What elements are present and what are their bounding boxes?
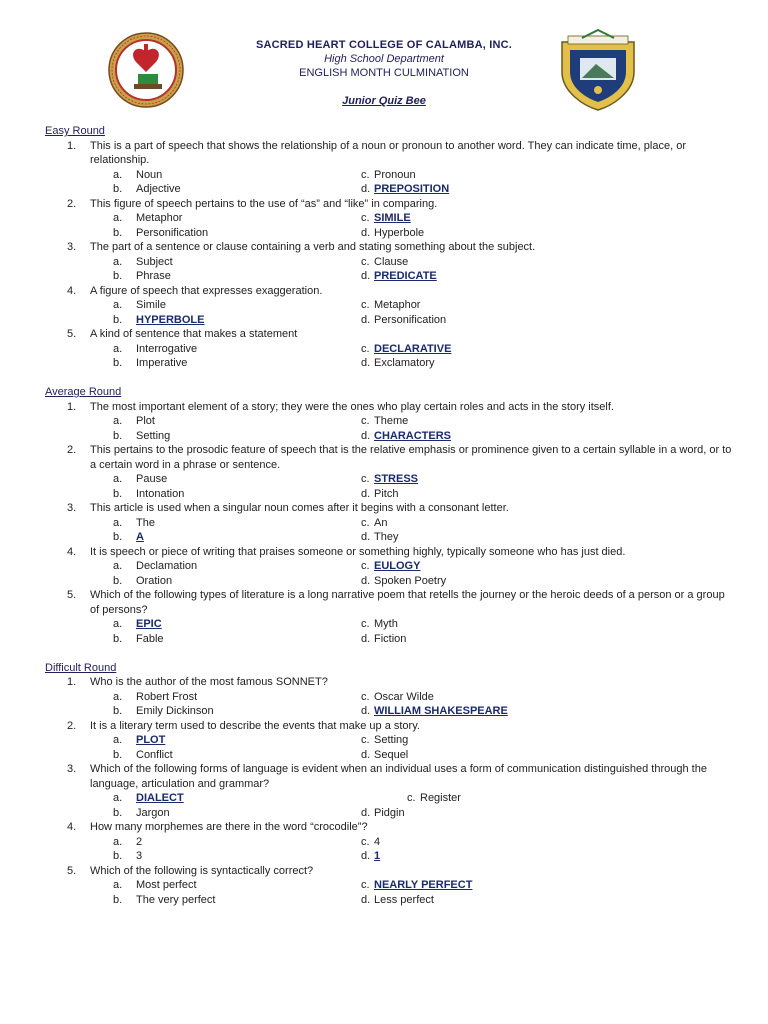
option-c [361, 690, 434, 705]
option-letter: d. [361, 806, 371, 819]
option-text: Robert Frost [136, 690, 198, 703]
option-letter: b. [113, 429, 123, 442]
question [45, 240, 735, 255]
option-text: Hyperbole [374, 226, 425, 239]
option-row [45, 472, 735, 487]
option-c [361, 255, 408, 270]
option-letter: a. [113, 168, 123, 181]
question-number: 5. [67, 328, 77, 340]
correct-answer: DECLARATIVE [374, 342, 452, 355]
option-d [361, 530, 398, 545]
option-letter: b. [113, 748, 123, 761]
option-row [45, 226, 735, 241]
option-d [361, 574, 446, 589]
option-letter: d. [361, 226, 371, 239]
question-number: 4. [67, 284, 77, 297]
option-letter: a. [113, 473, 123, 485]
option-letter: c. [361, 734, 370, 746]
option-d [361, 748, 408, 763]
option-text: Jargon [136, 806, 170, 819]
option-text: They [374, 531, 399, 543]
option-row [45, 791, 735, 806]
option-text: Subject [136, 255, 173, 268]
correct-answer: EPIC [136, 618, 162, 630]
option-text: An [374, 516, 388, 529]
correct-answer: EULOGY [374, 560, 421, 572]
option-letter: a. [113, 618, 123, 630]
option-c [361, 414, 408, 429]
option-row [45, 356, 735, 371]
option-letter: a. [113, 560, 123, 572]
question [45, 719, 735, 734]
option-text: Simile [136, 299, 166, 311]
option-d [361, 182, 449, 197]
option-letter: a. [113, 792, 123, 804]
option-a [113, 690, 197, 705]
question-text: The part of a sentence or clause containing a verb and stating something about the subject. [90, 241, 536, 253]
question-number: 2. [67, 719, 77, 732]
option-b [113, 182, 181, 197]
option-letter: a. [113, 879, 123, 891]
option-a [113, 791, 184, 806]
option-letter: d. [361, 748, 371, 761]
question-text: Who is the author of the most famous SONNET? [90, 676, 328, 688]
option-c [361, 835, 380, 850]
option-text: Personification [374, 313, 447, 326]
option-text: Plot [136, 415, 155, 427]
option-letter: b. [113, 574, 123, 587]
option-a [113, 559, 197, 574]
correct-answer: PLOT [136, 734, 166, 746]
round-section [45, 124, 735, 371]
correct-answer: PREDICATE [374, 270, 437, 282]
question [45, 139, 735, 168]
option-row [45, 617, 735, 632]
department-name: High School Department [324, 53, 444, 65]
round-section [45, 385, 735, 646]
option-row [45, 487, 735, 502]
option-row [45, 733, 735, 748]
option-letter: a. [113, 342, 123, 355]
option-text: Metaphor [136, 212, 183, 224]
option-letter: d. [361, 893, 371, 906]
correct-answer: HYPERBOLE [136, 313, 205, 326]
option-letter: d. [361, 632, 371, 645]
option-row [45, 168, 735, 183]
document-header [0, 38, 768, 108]
option-text: Oration [136, 574, 173, 587]
option-text: Adjective [136, 183, 181, 195]
option-letter: c. [361, 835, 370, 848]
option-b [113, 748, 173, 763]
option-text: Intonation [136, 487, 185, 500]
option-row [45, 748, 735, 763]
option-a [113, 835, 142, 850]
option-d [361, 849, 380, 864]
option-letter: b. [113, 806, 123, 819]
option-letter: c. [361, 212, 370, 224]
option-a [113, 733, 165, 748]
question-text: How many morphemes are there in the word “crocodile”? [90, 821, 368, 833]
option-row [45, 690, 735, 705]
option-letter: c. [361, 560, 370, 572]
option-b [113, 704, 214, 719]
option-letter: d. [361, 850, 371, 862]
correct-answer: CHARACTERS [374, 429, 451, 442]
round-section [45, 661, 735, 908]
question [45, 820, 735, 835]
option-row [45, 182, 735, 197]
option-text: The [136, 516, 155, 529]
option-letter: c. [361, 415, 370, 427]
option-letter: a. [113, 415, 123, 427]
correct-answer: WILLIAM SHAKESPEARE [374, 705, 508, 717]
option-b [113, 356, 187, 371]
question-text: A kind of sentence that makes a statement [90, 328, 298, 340]
option-b [113, 226, 208, 241]
question [45, 588, 735, 617]
option-d [361, 704, 508, 719]
option-a [113, 617, 162, 632]
option-letter: b. [113, 357, 123, 369]
option-text: Conflict [136, 748, 173, 761]
option-letter: a. [113, 212, 123, 224]
option-text: Spoken Poetry [374, 574, 447, 587]
question-text: A figure of speech that expresses exaggeration. [90, 284, 323, 297]
question-number: 4. [67, 545, 77, 558]
question-number: 1. [67, 676, 77, 688]
option-b [113, 530, 144, 545]
option-c [361, 342, 451, 357]
option-letter: c. [361, 473, 370, 485]
option-row [45, 211, 735, 226]
question-number: 3. [67, 763, 77, 775]
option-b [113, 574, 172, 589]
option-letter: c. [361, 168, 370, 181]
option-b [113, 849, 142, 864]
option-row [45, 878, 735, 893]
option-row [45, 574, 735, 589]
option-letter: b. [113, 705, 123, 717]
option-letter: c. [361, 516, 370, 529]
question-text: Which of the following forms of language is evident when an individual uses a form of communication distinguished through the language, articulation and grammar? [90, 763, 707, 790]
option-c [361, 472, 418, 487]
option-d [361, 893, 434, 908]
quiz-title: Junior Quiz Bee [342, 95, 426, 107]
option-c [361, 559, 420, 574]
option-letter: a. [113, 255, 123, 268]
option-letter: c. [407, 792, 416, 804]
correct-answer: STRESS [374, 473, 419, 485]
option-letter: d. [361, 574, 371, 587]
option-b [113, 893, 215, 908]
question-text: This pertains to the prosodic feature of speech that is the relative emphasis or prominence given to a certain syllable in a word, or to a certain word in a phrase or sentence. [90, 444, 732, 471]
option-letter: d. [361, 313, 371, 326]
option-letter: c. [361, 690, 370, 703]
option-row [45, 313, 735, 328]
option-d [361, 429, 451, 444]
option-text: 2 [136, 835, 143, 848]
option-text: Fable [136, 632, 164, 645]
event-name: ENGLISH MONTH CULMINATION [299, 67, 469, 79]
option-letter: a. [113, 690, 123, 703]
option-letter: b. [113, 270, 123, 282]
option-letter: b. [113, 632, 123, 645]
option-letter: c. [361, 299, 370, 311]
option-text: Clause [374, 255, 409, 268]
option-text: Pitch [374, 487, 399, 500]
option-letter: c. [361, 618, 370, 630]
question-number: 2. [67, 444, 77, 456]
option-text: Exclamatory [374, 357, 435, 369]
option-text: Pause [136, 473, 168, 485]
option-text: Register [420, 792, 461, 804]
option-letter: d. [361, 270, 371, 282]
option-c [361, 516, 387, 531]
question-number: 2. [67, 197, 77, 210]
option-c [361, 878, 472, 893]
question [45, 197, 735, 212]
option-c [361, 617, 398, 632]
option-text: The very perfect [136, 893, 216, 906]
option-row [45, 806, 735, 821]
option-row [45, 342, 735, 357]
question-text: This article is used when a singular noun comes after it begins with a consonant letter. [90, 502, 509, 514]
option-text: Metaphor [374, 299, 421, 311]
option-a [113, 878, 197, 893]
option-letter: d. [361, 531, 371, 543]
correct-answer: PREPOSITION [374, 183, 450, 195]
question-number: 5. [67, 864, 77, 877]
question [45, 545, 735, 560]
option-d [361, 269, 437, 284]
option-letter: b. [113, 893, 123, 906]
question-text: It is speech or piece of writing that praises someone or something highly, typically someone who has just died. [90, 545, 626, 558]
option-text: Phrase [136, 270, 171, 282]
option-letter: c. [361, 879, 370, 891]
option-letter: d. [361, 487, 371, 500]
option-text: Personification [136, 226, 209, 239]
question [45, 501, 735, 516]
option-b [113, 313, 204, 328]
correct-answer: DIALECT [136, 792, 184, 804]
option-text: Imperative [136, 357, 188, 369]
option-letter: a. [113, 299, 123, 311]
option-row [45, 849, 735, 864]
option-text: Most perfect [136, 879, 197, 891]
option-a [113, 342, 197, 357]
option-c [407, 791, 461, 806]
option-a [113, 516, 155, 531]
quiz-content [45, 124, 735, 922]
correct-answer: SIMILE [374, 212, 411, 224]
option-text: Setting [374, 734, 409, 746]
option-b [113, 632, 164, 647]
question [45, 443, 735, 472]
school-name: SACRED HEART COLLEGE OF CALAMBA, INC. [255, 39, 513, 51]
option-d [361, 313, 446, 328]
option-letter: b. [113, 531, 123, 543]
option-row [45, 298, 735, 313]
option-row [45, 835, 735, 850]
option-letter: d. [361, 357, 371, 369]
option-a [113, 211, 182, 226]
option-letter: b. [113, 487, 123, 500]
option-b [113, 269, 171, 284]
question-number: 5. [67, 589, 77, 601]
option-a [113, 255, 173, 270]
option-letter: b. [113, 226, 123, 239]
round-title: Average Round [45, 386, 122, 398]
option-c [361, 168, 416, 183]
question-text: This figure of speech pertains to the use of “as” and “like” in comparing. [90, 197, 438, 210]
question [45, 762, 735, 791]
question-number: 1. [67, 139, 77, 152]
option-text: Emily Dickinson [136, 705, 214, 717]
option-text: Oscar Wilde [374, 690, 434, 703]
option-letter: a. [113, 516, 123, 529]
question [45, 327, 735, 342]
option-d [361, 806, 405, 821]
option-b [113, 429, 170, 444]
question-number: 1. [67, 400, 77, 413]
option-b [113, 487, 184, 502]
option-letter: d. [361, 705, 371, 717]
option-text: 3 [136, 850, 143, 862]
option-letter: d. [361, 429, 371, 442]
option-d [361, 632, 406, 647]
option-text: Pidgin [374, 806, 405, 819]
option-text: Noun [136, 168, 163, 181]
option-letter: b. [113, 313, 123, 326]
option-text: Myth [374, 618, 398, 630]
option-c [361, 733, 408, 748]
option-d [361, 487, 398, 502]
option-letter: c. [361, 255, 370, 268]
question [45, 675, 735, 690]
option-row [45, 255, 735, 270]
correct-answer: A [136, 531, 144, 543]
option-c [361, 298, 420, 313]
option-row [45, 429, 735, 444]
option-text: 4 [374, 835, 381, 848]
question-number: 4. [67, 821, 77, 833]
option-b [113, 806, 170, 821]
option-row [45, 893, 735, 908]
option-text: Sequel [374, 748, 409, 761]
option-d [361, 226, 424, 241]
option-text: Interrogative [136, 342, 198, 355]
option-letter: a. [113, 835, 123, 848]
question-number: 3. [67, 241, 77, 253]
option-a [113, 472, 167, 487]
option-row [45, 269, 735, 284]
option-row [45, 704, 735, 719]
question-text: The most important element of a story; they were the ones who play certain roles and acts in the story itself. [90, 400, 614, 413]
option-row [45, 632, 735, 647]
question [45, 400, 735, 415]
correct-answer: NEARLY PERFECT [374, 879, 473, 891]
option-text: Fiction [374, 632, 407, 645]
option-row [45, 414, 735, 429]
option-letter: b. [113, 850, 123, 862]
question-text: It is a literary term used to describe the events that make up a story. [90, 719, 420, 732]
option-text: Less perfect [374, 893, 434, 906]
option-a [113, 298, 166, 313]
option-letter: c. [361, 342, 370, 355]
option-c [361, 211, 411, 226]
option-text: Pronoun [374, 168, 416, 181]
option-row [45, 530, 735, 545]
question-number: 3. [67, 502, 77, 514]
question-text: This is a part of speech that shows the relationship of a noun or pronoun to another word. They can indicate time, place, or relationship. [90, 139, 686, 166]
option-letter: d. [361, 183, 371, 195]
round-title: Difficult Round [45, 661, 117, 674]
option-a [113, 414, 155, 429]
option-row [45, 559, 735, 574]
option-text: Declamation [136, 560, 198, 572]
question-text: Which of the following types of literature is a long narrative poem that retells the journey or the heroic deeds of a person or a group of persons? [90, 589, 725, 616]
option-a [113, 168, 162, 183]
option-letter: b. [113, 183, 123, 195]
question-text: Which of the following is syntactically correct? [90, 864, 314, 877]
question [45, 864, 735, 879]
question [45, 284, 735, 299]
round-title: Easy Round [45, 125, 105, 137]
option-text: Theme [374, 415, 409, 427]
option-row [45, 516, 735, 531]
correct-answer: 1 [374, 850, 381, 862]
option-text: Setting [136, 429, 171, 442]
option-d [361, 356, 435, 371]
option-letter: a. [113, 734, 123, 746]
